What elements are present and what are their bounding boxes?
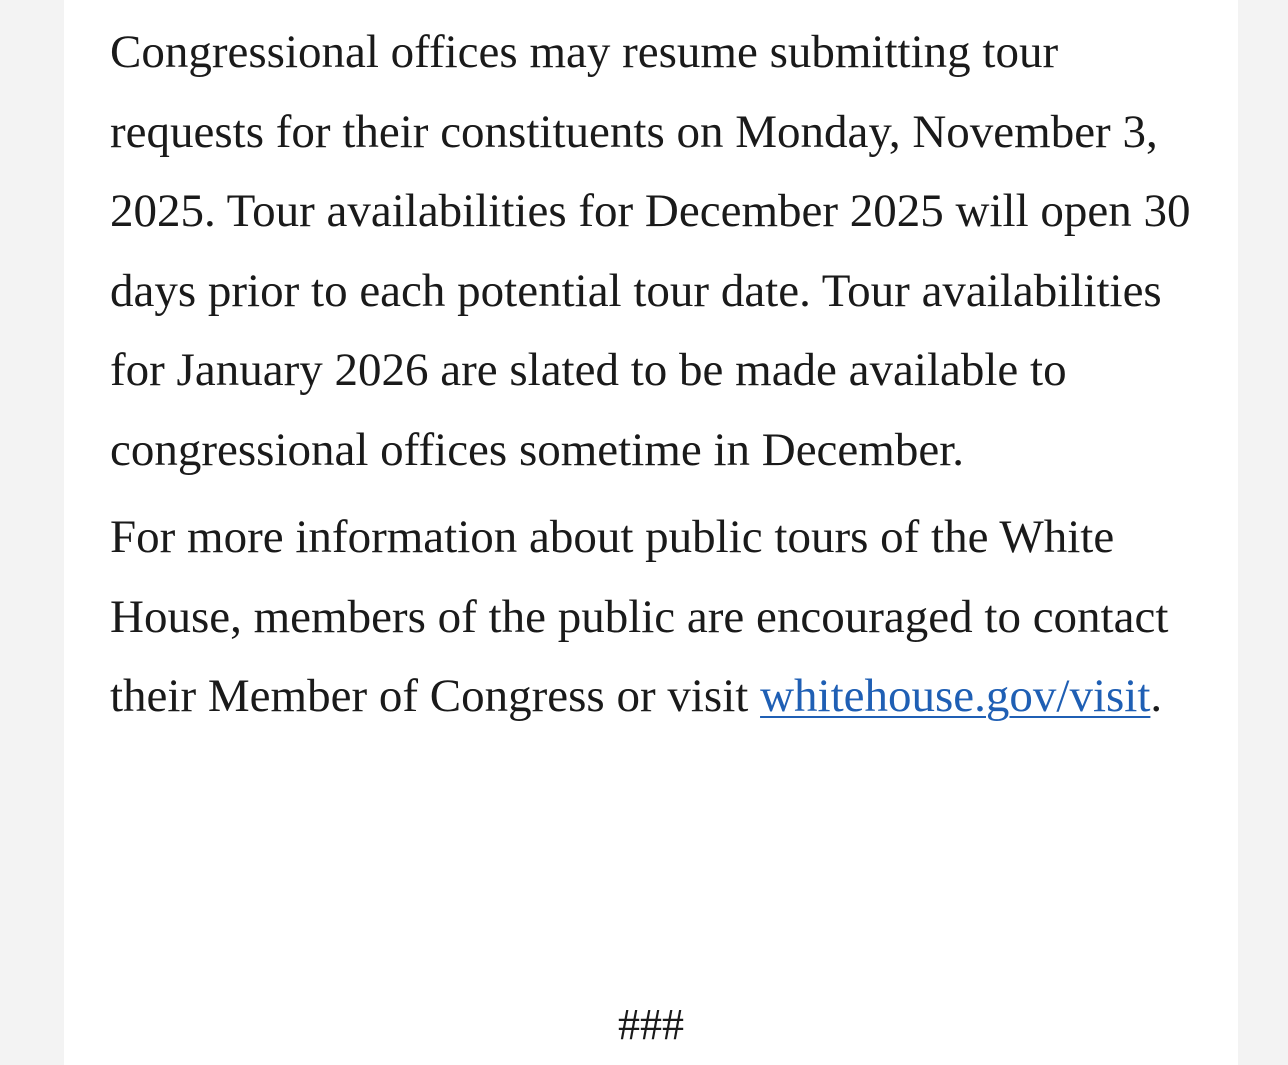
paragraph-more-information-text: For more information about public tours of the White House, members of the public are encouraged to contact their Member of Congress or visit — [110, 511, 1169, 722]
paragraph-period: . — [1150, 670, 1163, 722]
whitehouse-visit-link[interactable]: whitehouse.gov/visit — [760, 670, 1151, 722]
document-page — [64, 0, 1238, 1065]
document-body — [110, 13, 1200, 737]
end-of-release-mark: ### — [618, 1000, 684, 1049]
paragraph-tour-requests: Congressional offices may resume submitting tour requests for their constituents on Monday, November 3, 2025. Tour availabilities for December 2025 will open 30 days prior to each potential tour date. Tour availabilities for January 2026 are slated to be made available to congressional offices sometime in December. — [110, 26, 1191, 476]
paragraph-more-information — [110, 498, 1200, 737]
